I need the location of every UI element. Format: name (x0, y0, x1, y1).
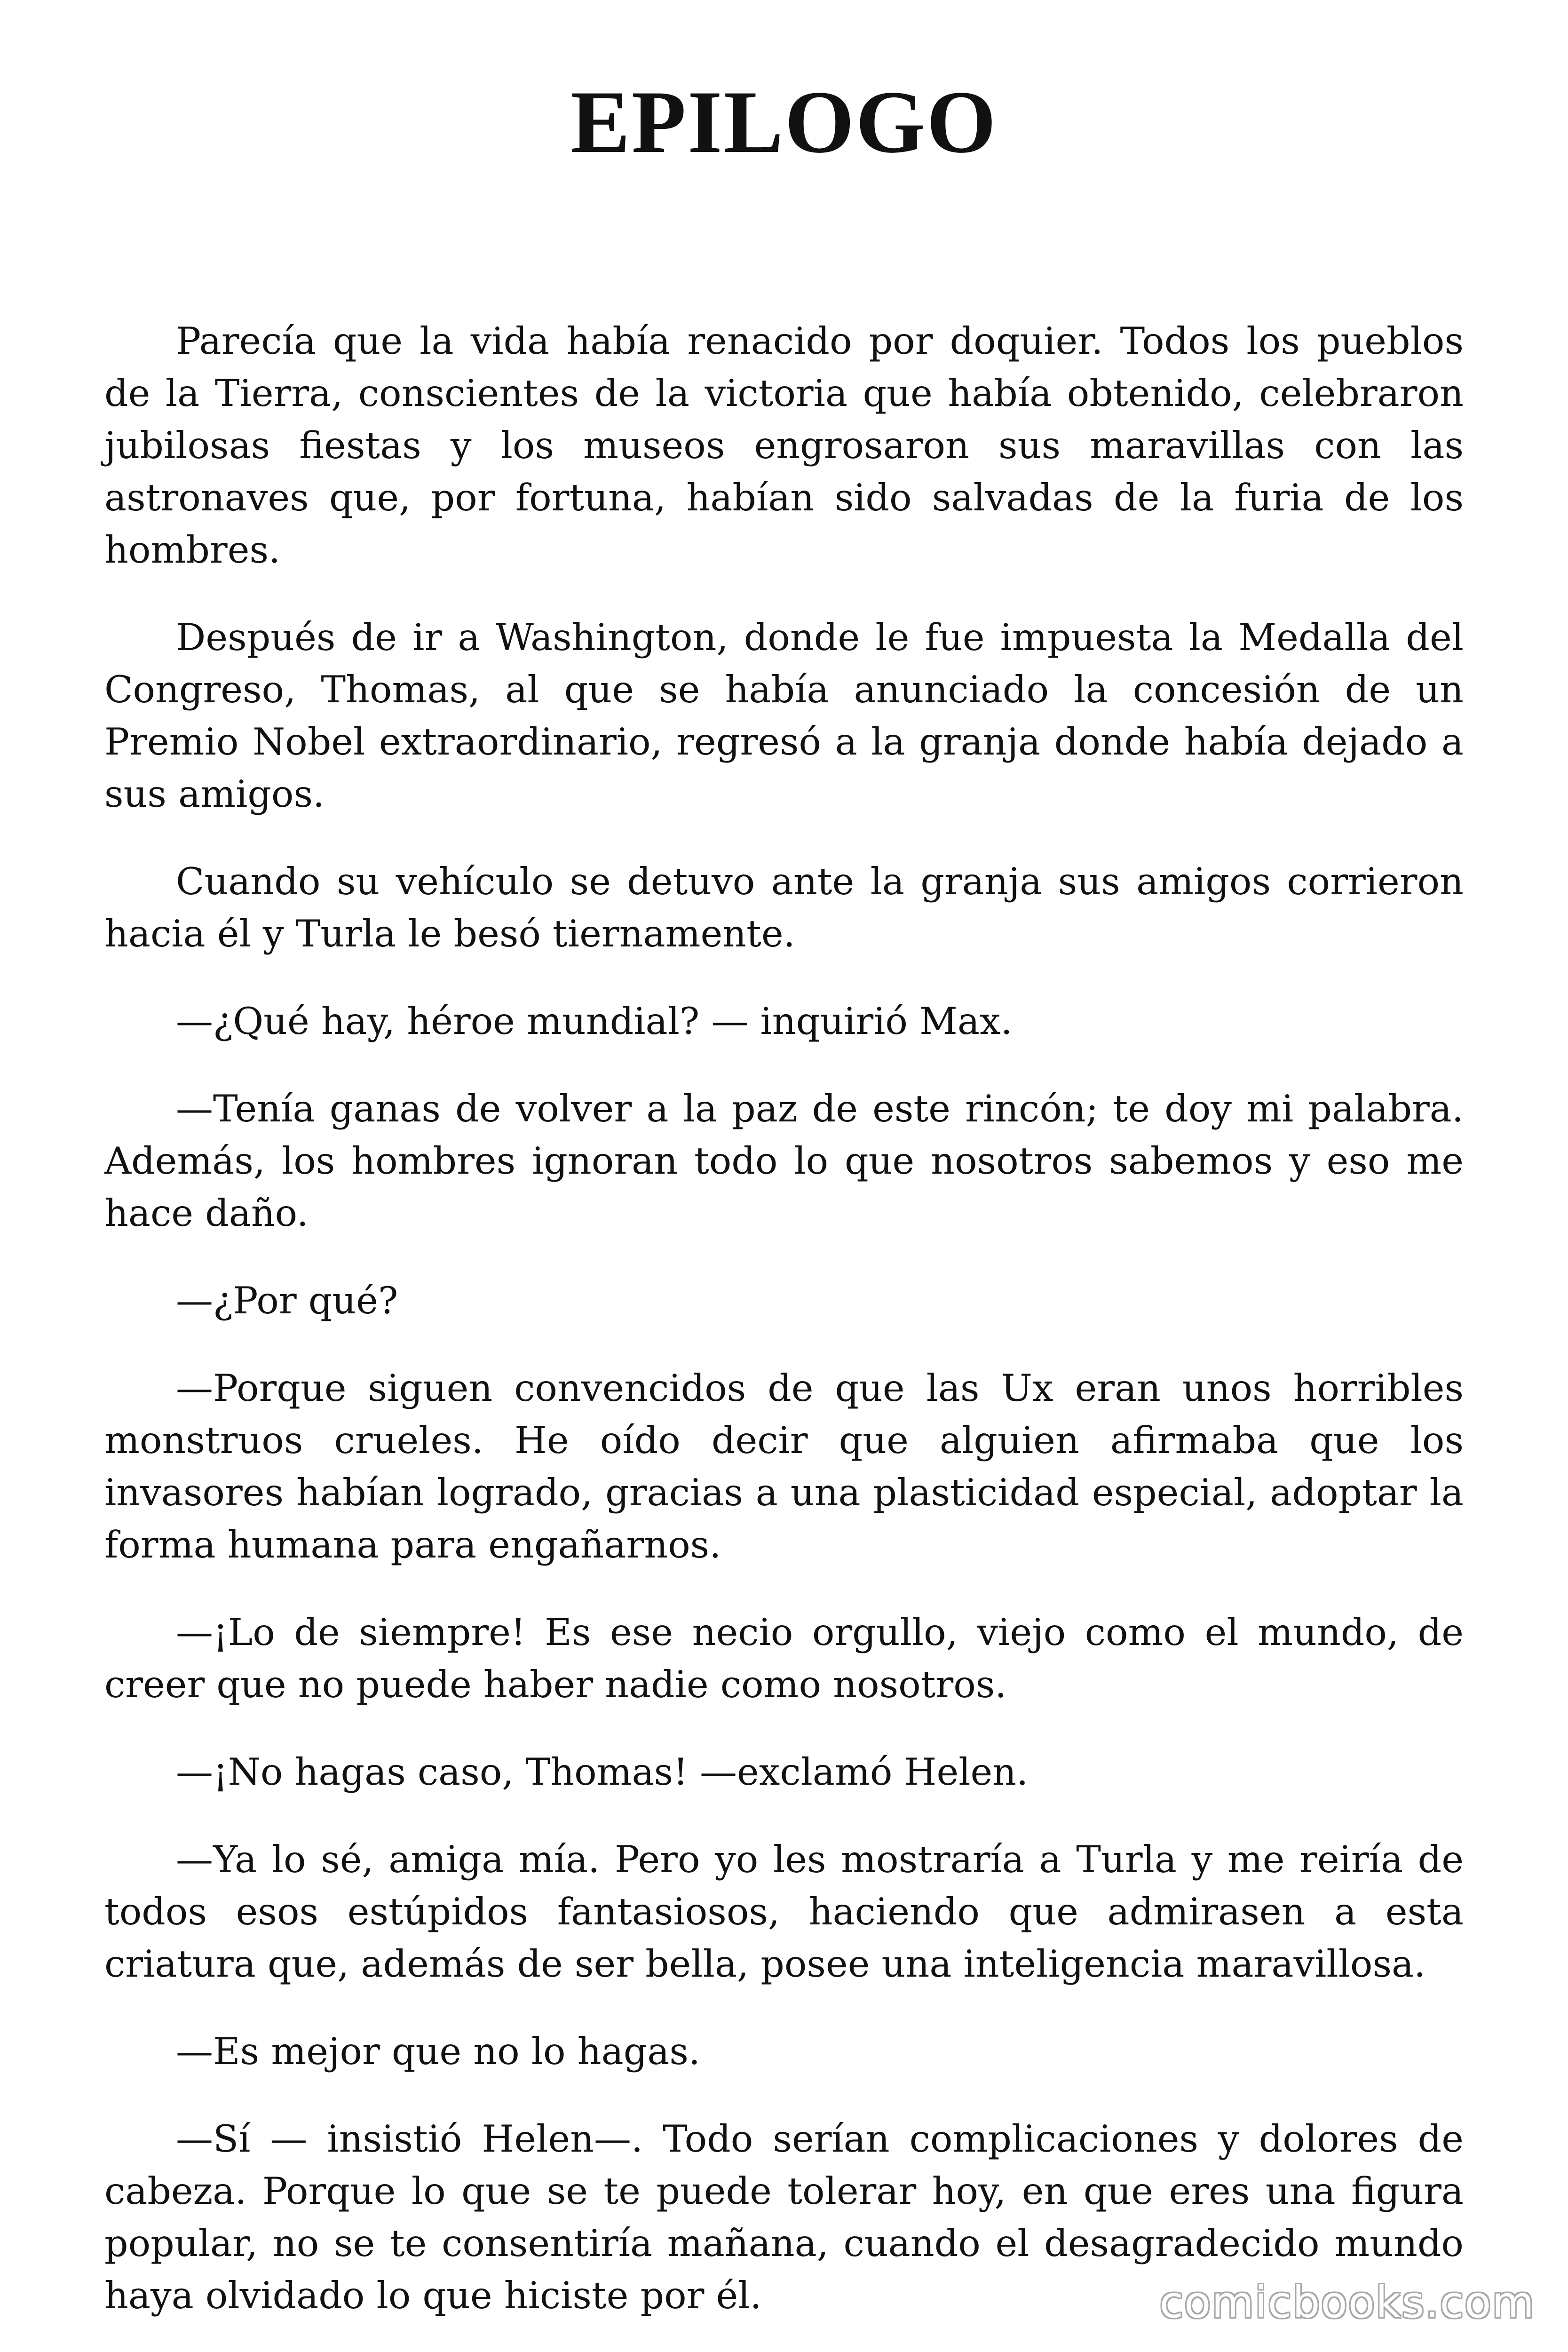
paragraph: Después de ir a Washington, donde le fue impuesta la Medalla del Congreso, Thomas, al que se había anunciado la concesión de un Premio Nobel extraordinario, regresó a la granja donde había dejado a sus amigos. (104, 616, 1464, 816)
paragraph: —Ya lo sé, amiga mía. Pero yo les mostraría a Turla y me reiría de todos esos estúpidos fantasiosos, haciendo que admirasen a esta criatura que, además de ser bella, posee una inteligencia maravillosa. (104, 1838, 1464, 1986)
paragraph: —Es mejor que no lo hagas. (176, 2030, 701, 2073)
paragraph: Parecía que la vida había renacido por doquier. Todos los pueblos de la Tierra, conscientes de la victoria que había obtenido, celebraron jubilosas fiestas y los museos engrosaron sus maravillas con las astronaves que, por fortuna, habían sido salvadas de la furia de los hombres. (104, 319, 1464, 572)
paragraph: —¡Lo de siempre! Es ese necio orgullo, viejo como el mundo, de creer que no puede haber nadie como nosotros. (104, 1611, 1464, 1706)
paragraph: —Tenía ganas de volver a la paz de este rincón; te doy mi palabra. Además, los hombres ignoran todo lo que nosotros sabemos y eso me hace daño. (104, 1087, 1464, 1235)
paragraph: Cuando su vehículo se detuvo ante la granja sus amigos corrieron hacia él y Turla le besó tiernamente. (104, 860, 1464, 955)
book-page (104, 0, 1464, 2352)
paragraph: —Porque siguen convencidos de que las Ux eran unos horribles monstruos crueles. He oído decir que alguien afirmaba que los invasores habían logrado, gracias a una plasticidad especial, adoptar la forma humana para engañarnos. (104, 1367, 1464, 1566)
paragraph: —¿Qué hay, héroe mundial? — inquirió Max. (176, 1000, 1013, 1043)
paragraph: —¿Por qué? (176, 1279, 398, 1322)
paragraph: —Sí — insistió Helen—. Todo serían complicaciones y dolores de cabeza. Porque lo que se te puede tolerar hoy, en que eres una figura popular, no se te consentiría mañana, cuando el desagradecido mundo haya olvidado lo que hiciste por él. (104, 2117, 1464, 2317)
chapter-title: EPILOGO (570, 73, 998, 172)
watermark: comicbooks.com (1159, 2277, 1535, 2328)
chapter-body (104, 315, 1464, 2352)
paragraph: —¡No hagas caso, Thomas! —exclamó Helen. (176, 1750, 1029, 1794)
